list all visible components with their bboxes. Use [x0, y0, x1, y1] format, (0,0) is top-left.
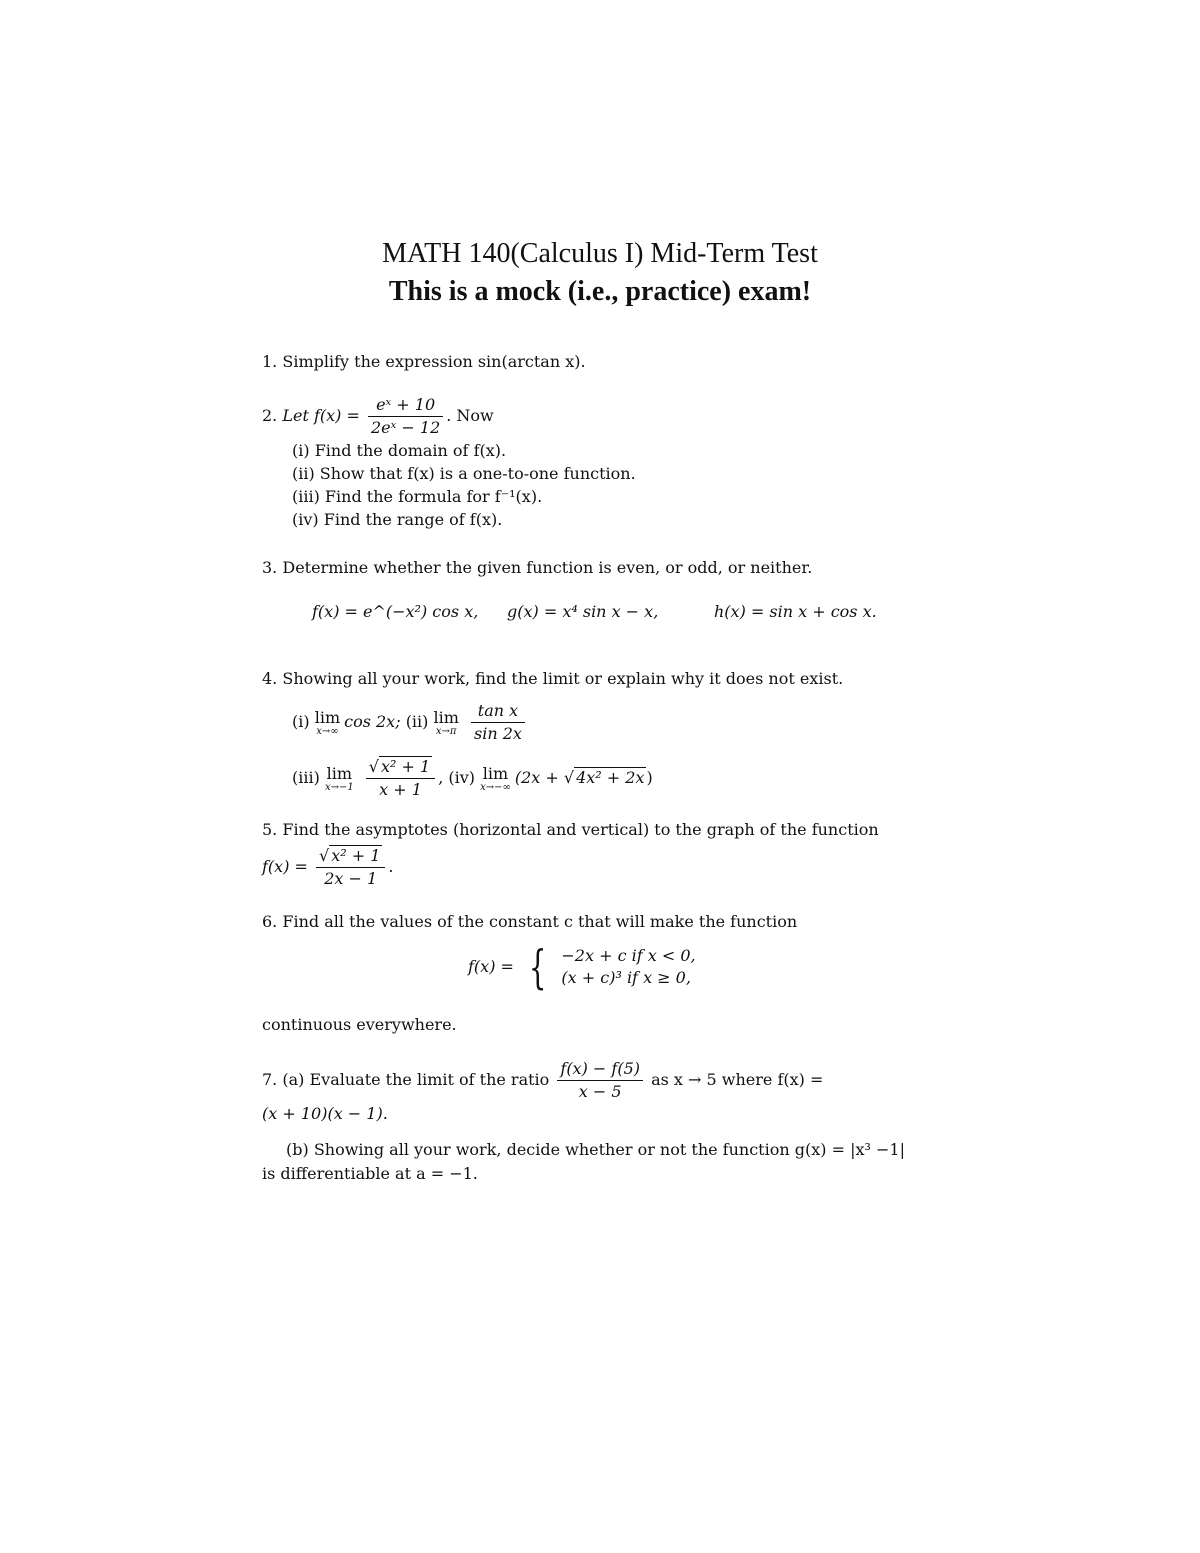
- lim-subscript: x→π: [435, 725, 457, 737]
- question-1: [262, 352, 586, 372]
- question-2: [262, 394, 494, 439]
- numerator: f(x) − f(5): [557, 1058, 643, 1081]
- function-g: g(x) = x⁴ sin x − x,: [507, 602, 659, 621]
- question-number: 4.: [262, 669, 278, 688]
- question-4-row-1: [292, 700, 528, 745]
- function-definition: f(x) =: [468, 957, 514, 976]
- question-5: [262, 820, 879, 840]
- question-number: 6.: [262, 912, 278, 931]
- case-2: (x + c)³ if x ≥ 0,: [561, 968, 691, 987]
- piecewise-function: [468, 940, 696, 994]
- question-7a-line-2: (x + 10)(x − 1).: [262, 1104, 388, 1123]
- lim-text: lim: [482, 763, 509, 783]
- case-1: −2x + c if x < 0,: [561, 946, 696, 965]
- limit-expression: ): [646, 768, 653, 787]
- cases: [561, 945, 695, 989]
- numerator: eˣ + 10: [368, 394, 443, 417]
- numerator: √ x² + 1: [366, 756, 435, 779]
- question-text: Simplify the expression sin(arctan x).: [282, 352, 586, 371]
- question-2-part-iv: (iv) Find the range of f(x).: [292, 510, 503, 529]
- function-h: h(x) = sin x + cos x.: [714, 602, 877, 621]
- exam-subtitle: This is a mock (i.e., practice) exam!: [388, 276, 812, 307]
- fraction: [366, 756, 435, 801]
- question-4: [262, 669, 843, 689]
- radicand: x² + 1: [381, 757, 431, 776]
- question-6: [262, 912, 797, 932]
- fraction: [316, 845, 385, 890]
- limit-operator: [315, 709, 340, 737]
- denominator: x − 5: [578, 1082, 622, 1101]
- function-f: f(x) = e^(−x²) cos x,: [312, 602, 479, 621]
- question-3: [262, 558, 812, 578]
- part-label: (i): [292, 712, 310, 731]
- question-text: Showing all your work, find the limit or explain why it does not exist.: [282, 669, 844, 688]
- fraction: [368, 394, 443, 439]
- function-definition: f(x) =: [262, 857, 308, 876]
- question-text: as x → 5 where f(x) =: [651, 1070, 824, 1089]
- fraction: [471, 700, 525, 745]
- part-label: , (iv): [438, 768, 476, 787]
- left-brace: {: [528, 940, 547, 994]
- question-6-after: continuous everywhere.: [262, 1015, 457, 1034]
- lim-text: lim: [433, 707, 459, 727]
- question-number: 3.: [262, 558, 278, 577]
- question-number: 2.: [262, 406, 278, 425]
- question-7b-line-1: (b) Showing all your work, decide whether or not the function g(x) = |x³ −1|: [286, 1140, 905, 1159]
- punctuation: .: [388, 857, 394, 876]
- part-label: (iii): [292, 768, 320, 787]
- fraction: [557, 1058, 643, 1103]
- question-2-part-ii: (ii) Show that f(x) is a one-to-one function.: [292, 464, 636, 483]
- question-text: . Now: [446, 406, 494, 425]
- question-4-row-2: (iii) lim x→−1 $\frac{\text{√ x² + 1}}{x + 1}$ , (iv) lim x→−∞ (2x + √ 4x² + 2x ): [292, 757, 653, 799]
- question-5-function: [262, 845, 394, 890]
- limit-operator: [434, 709, 459, 737]
- numerator: √ x² + 1: [316, 845, 385, 868]
- question-2-part-i: (i) Find the domain of f(x).: [292, 441, 507, 460]
- denominator: x + 1: [379, 780, 422, 799]
- lim-text: lim: [314, 707, 341, 727]
- question-text: Find the asymptotes (horizontal and vertical) to the graph of the function: [282, 820, 879, 839]
- numerator: tan x: [471, 700, 525, 723]
- denominator: 2x − 1: [324, 869, 378, 888]
- radicand: x² + 1: [331, 846, 381, 865]
- question-number: 1.: [262, 352, 278, 371]
- question-number: 7.: [262, 1070, 278, 1089]
- exam-title: MATH 140(Calculus I) Mid-Term Test: [382, 238, 818, 269]
- question-2-part-iii: (iii) Find the formula for f⁻¹(x).: [292, 487, 543, 506]
- limit-expression: cos 2x;: [344, 712, 406, 731]
- part-label: (ii): [405, 712, 429, 731]
- lim-subscript: x→−∞: [480, 781, 511, 793]
- question-7b-line-2: is differentiable at a = −1.: [262, 1164, 478, 1183]
- question-number: 5.: [262, 820, 278, 839]
- function-definition: Let f(x) =: [282, 406, 360, 425]
- denominator: sin 2x: [474, 724, 522, 743]
- question-text: (a) Evaluate the limit of the ratio: [282, 1070, 550, 1089]
- lim-subscript: x→−1: [324, 781, 354, 793]
- limit-operator: [480, 765, 511, 793]
- limit-operator: [325, 765, 354, 793]
- question-text: Determine whether the given function is even, or odd, or neither.: [282, 558, 813, 577]
- radicand: 4x² + 2x: [576, 768, 645, 787]
- lim-text: lim: [326, 763, 353, 783]
- question-text: Find all the values of the constant c that will make the function: [282, 912, 798, 931]
- limit-expression: (2x +: [514, 768, 564, 787]
- question-7a: [262, 1058, 823, 1103]
- denominator: 2eˣ − 12: [370, 418, 441, 437]
- lim-subscript: x→∞: [316, 725, 339, 737]
